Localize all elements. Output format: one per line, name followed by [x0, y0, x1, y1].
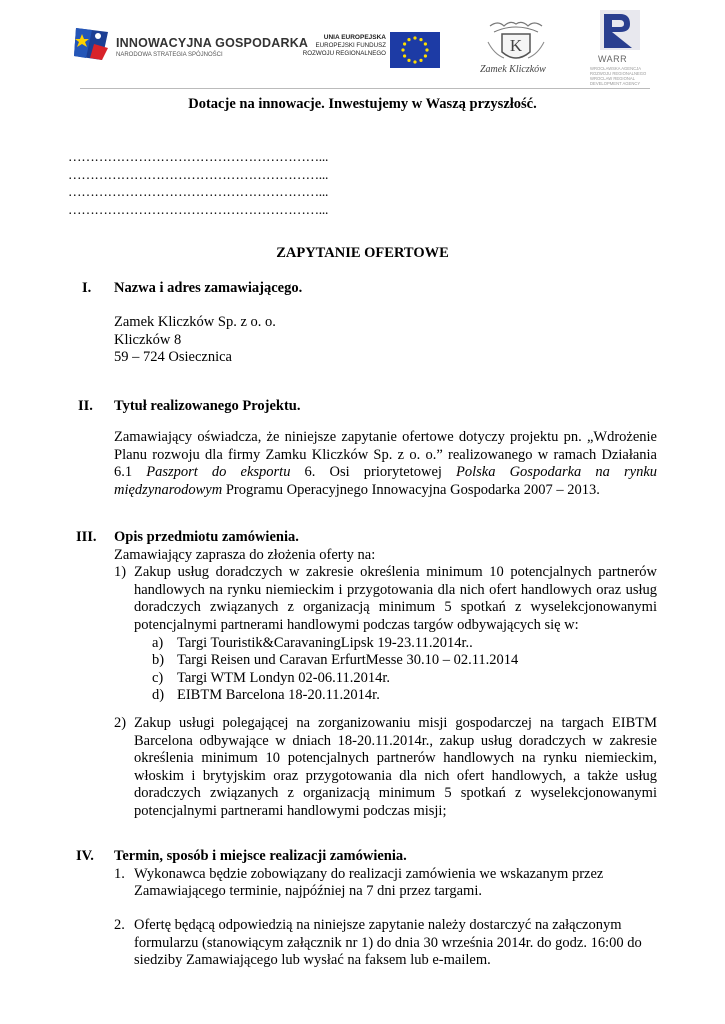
company-city: 59 – 724 Osiecznica [114, 349, 232, 366]
header-logos [0, 0, 725, 92]
list-item-text: Wykonawca będzie zobowiązany do realizacji zamówienia we wskazanym przez Zamawiającego terminie, najpóźniej na 7 dni przez targami. [134, 865, 604, 900]
tagline: Dotacje na innowacje. Inwestujemy w Waszą przyszłość. [188, 96, 537, 112]
address-placeholder [68, 148, 328, 218]
zamek-crest-icon [476, 18, 556, 66]
warr-sub-1: WROCŁAWSKA AGENCJA [590, 66, 642, 71]
list-marker: 2) [114, 715, 127, 731]
warr-logo-subtitle [590, 66, 656, 86]
dotted-line: …………………………………………………... [68, 149, 329, 164]
list-marker: 2. [114, 917, 125, 933]
company-name: Zamek Kliczków Sp. z o. o. [114, 314, 276, 330]
dotted-line: …………………………………………………... [68, 201, 329, 217]
project-priority-name: Polska Gospodarka na rynku międzynarodowym [114, 464, 658, 498]
eu-line-3: ROZWOJU REGIONALNEGO [302, 50, 386, 57]
ig-logo-subtitle: NARODOWA STRATEGIA SPÓJNOŚCI [116, 52, 223, 58]
zamek-logo-name: Zamek Kliczków [480, 64, 546, 75]
zamek-letter: K [509, 36, 523, 55]
list-item-text: Zakup usług doradczych w zakresie określenia minimum 10 potencjalnych partnerów handlowych na rynku niemieckim i przygotowania dla nich ofert handlowych oraz usług doradczych związanych z organizacją minimum 5 spotkań z wyselekcjonowanymi potencjalnymi partnerami handlowymi podczas targów odbywających się w: [134, 564, 657, 633]
sub-list-item [152, 652, 518, 670]
project-text-2: 6. Osi priorytetowej [290, 464, 457, 481]
dotted-line: …………………………………………………... [68, 184, 329, 199]
sub-text: EIBTM Barcelona 18-20.11.2014r. [177, 687, 380, 704]
list-marker: 1) [114, 564, 127, 581]
list-item-text: Ofertę będącą odpowiedzią na niniejsze zapytanie należy dostarczyć na załączonym formularzu (stanowiącym załącznik nr 1) do dnia 30 września 2014r. do godz. 16:00 do siedziby Zamawiającego lub wysłać na faksem lub e-mailem. [134, 917, 642, 969]
ig-logo-title: INNOWACYJNA GOSPODARKA [116, 36, 309, 50]
eu-fund-logo [296, 30, 440, 70]
sub-text: Targi Reisen und Caravan ErfurtMesse 30.10 – 02.11.2014 [177, 652, 519, 669]
warr-sub-3: WROCLAW REGIONAL [590, 76, 635, 81]
eu-logo-text [303, 34, 386, 58]
eu-flag-icon [390, 32, 440, 68]
project-text-1: Zamawiający oświadcza, że niniejsze zapytanie ofertowe dotyczy projektu pn. „Wdrożenie Planu rozwoju dla firmy Zamku Kliczków Sp. z o. o.” realizowanego w ramach Działania 6.1 [114, 429, 657, 481]
section-heading: Tytuł realizowanego Projektu. [114, 398, 301, 414]
project-text-3: Programu Operacyjnego Innowacyjna Gospodarka 2007 – 2013. [222, 481, 600, 498]
ig-emblem-icon [72, 24, 112, 64]
section-number: I. [82, 280, 92, 296]
dotted-line: …………………………………………………... [68, 166, 329, 182]
sub-marker: b) [152, 652, 165, 669]
company-street: Kliczków 8 [114, 331, 182, 348]
project-measure-name: Paszport do eksportu [146, 464, 291, 481]
innowacyjna-gospodarka-logo [72, 22, 309, 70]
section-intro: Zamawiający zaprasza do złożenia oferty na: [114, 546, 376, 563]
zamek-kliczkow-logo [476, 18, 556, 82]
sub-list-item [152, 670, 390, 688]
sub-list-item [152, 687, 380, 705]
list-marker: 1. [114, 865, 125, 882]
section-number: III. [76, 529, 97, 545]
warr-sub-4: DEVELOPMENT AGENCY [590, 81, 641, 86]
eu-line-1: UNIA EUROPEJSKA [323, 34, 386, 41]
sub-text: Targi WTM Londyn 02-06.11.2014r. [177, 669, 390, 686]
project-description [114, 429, 657, 499]
document-title: ZAPYTANIE OFERTOWE [276, 245, 449, 261]
warr-logo [590, 8, 660, 90]
sub-text: Targi Touristik&CaravaningLipsk 19-23.11.2014r.. [177, 634, 473, 651]
sub-marker: d) [152, 687, 165, 704]
warr-logo-name: WARR [598, 54, 628, 64]
warr-emblem-icon [598, 8, 642, 52]
section-heading: Termin, sposób i miejsce realizacji zamówienia. [114, 848, 407, 864]
section-heading: Opis przedmiotu zamówienia. [114, 529, 299, 545]
list-item-text: Zakup usługi polegającej na zorganizowaniu misji gospodarczej na targach EIBTM Barcelona odbywające w dniach 18-20.11.2014r., zakup usług doradczych w zakresie określenia minimum 10 potencjalnych partnerów handlowych na rynku niemieckim, włoskim i brytyjskim oraz przygotowania dla nich ofert handlowych, a także usług doradczych związanych z organizacją minimum 5 spotkań z wyselekcjonowanymi potencjalnymi partnerami handlowymi podczas misji; [134, 715, 657, 819]
eu-line-2: EUROPEJSKI FUNDUSZ [315, 42, 386, 49]
header-divider [80, 88, 650, 89]
sub-marker: a) [152, 634, 164, 651]
sub-list-item [152, 635, 473, 653]
warr-sub-2: ROZWOJU REGIONALNEGO [590, 71, 647, 76]
section-number: IV. [76, 848, 94, 864]
section-heading: Nazwa i adres zamawiającego. [114, 280, 303, 296]
section-number: II. [78, 398, 93, 414]
sub-marker: c) [152, 669, 164, 686]
